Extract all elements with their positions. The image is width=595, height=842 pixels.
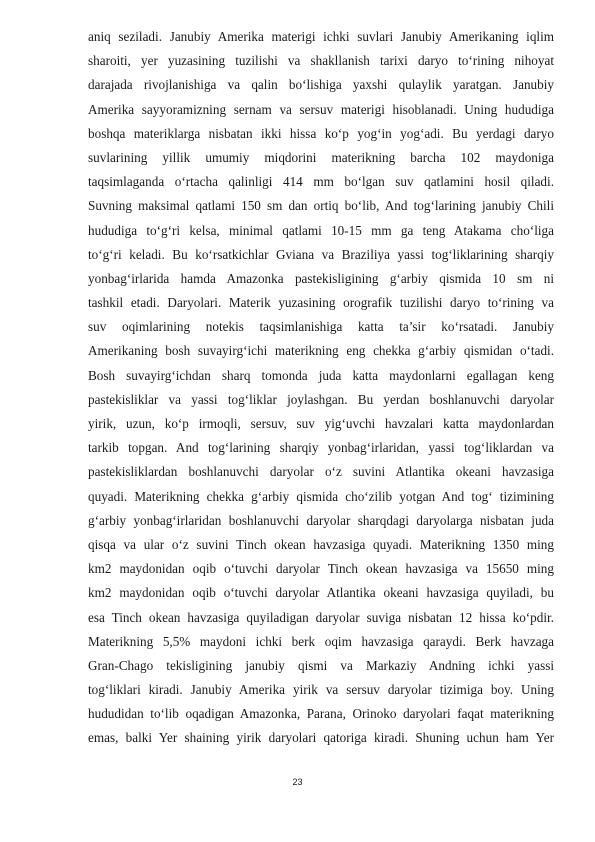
text-line: boshqa materiklarga nisbatan ikki hissa ko‘p yog‘in yog‘adi. Bu yerdagi daryo bbox=[88, 125, 554, 141]
text-line: tarkib topgan. And tog‘larining sharqiy yonbag‘irlaridan, yassi tog‘liklardan va bbox=[88, 440, 554, 456]
text-line: hududidan to‘lib oqadigan Amazonka, Parana, Orinoko daryolari faqat materikning bbox=[88, 706, 554, 722]
text-line: yonbag‘irlarida hamda Amazonka pastekisligining g‘arbiy qismida 10 sm ni bbox=[88, 270, 554, 286]
text-line: darajada rivojlanishiga va qalin bo‘lishiga yaxshi qulaylik yaratgan. Janubiy bbox=[88, 77, 554, 93]
text-line: km2 maydonidan oqib o‘tuvchi daryolar Atlantika okeani havzasiga quyiladi, bu bbox=[88, 585, 554, 601]
text-line: Amerika sayyoramizning sernam va sersuv materigi hisoblanadi. Uning hududiga bbox=[88, 101, 554, 117]
text-line: qisqa va ular o‘z suvini Tinch okean havzasiga quyadi. Materikning 1350 ming bbox=[88, 536, 554, 552]
text-line: g‘arbiy yonbag‘irlaridan boshlanuvchi daryolar sharqdagi daryolarga nisbatan juda bbox=[88, 512, 554, 528]
text-line: quyadi. Materikning chekka g‘arbiy qismida cho‘zilib yotgan And tog‘ tizimining bbox=[88, 488, 554, 504]
text-line: pastekisliklar va yassi tog‘liklar joylashgan. Bu yerdan boshlanuvchi daryolar bbox=[88, 391, 554, 407]
text-line: Gran-Chago tekisligining janubiy qismi va Markaziy Andning ichki yassi bbox=[88, 657, 554, 673]
text-line: emas, balki Yer shaining yirik daryolari qatoriga kiradi. Shuning uchun ham Yer bbox=[88, 730, 554, 746]
text-line: taqsimlaganda o‘rtacha qalinligi 414 mm bo‘lgan suv qatlamini hosil qiladi. bbox=[88, 174, 554, 190]
text-line: suvlarining yillik umumiy miqdorini materikning barcha 102 maydoniga bbox=[88, 149, 554, 165]
text-line: sharoiti, yer yuzasining tuzilishi va shakllanish tarixi daryo to‘rining nihoyat bbox=[88, 53, 554, 69]
text-line: to‘g‘ri keladi. Bu ko‘rsatkichlar Gviana va Braziliya yassi tog‘liklarining sharqiy bbox=[88, 246, 554, 262]
text-line: Bosh suvayirg‘ichdan sharq tomonda juda katta maydonlarni egallagan keng bbox=[88, 367, 554, 383]
page-number: 23 bbox=[292, 777, 303, 787]
text-line: yirik, uzun, ko‘p irmoqli, sersuv, suv yig‘uvchi havzalari katta maydonlardan bbox=[88, 416, 554, 431]
text-line: tashkil etadi. Daryolari. Materik yuzasining orografik tuzilishi daryo to‘rining va bbox=[88, 295, 554, 311]
text-line: suv oqimlarining notekis taqsimlanishiga katta ta’sir ko‘rsatadi. Janubiy bbox=[88, 319, 554, 335]
text-line: Materikning 5,5% maydoni ichki berk oqim havzasiga qaraydi. Berk havzaga bbox=[88, 633, 554, 649]
text-line: Amerikaning bosh suvayirg‘ichi materikning eng chekka g‘arbiy qismidan o‘tadi. bbox=[88, 343, 554, 359]
text-line: aniq seziladi. Janubiy Amerika materigi ichki suvlari Janubiy Amerikaning iqlim bbox=[88, 29, 554, 44]
text-line: pastekisliklardan boshlanuvchi daryolar o‘z suvini Atlantika okeani havzasiga bbox=[88, 464, 554, 480]
text-line: tog‘liklari kiradi. Janubiy Amerika yirik va sersuv daryolar tizimiga boy. Uning bbox=[88, 682, 554, 698]
text-line: hududiga to‘g‘ri kelsa, minimal qatlami 10-15 mm ga teng Atakama cho‘liga bbox=[88, 222, 554, 238]
text-line: esa Tinch okean havzasiga quyiladigan daryolar suviga nisbatan 12 hissa ko‘pdir. bbox=[88, 609, 554, 625]
text-line: Suvning maksimal qatlami 150 sm dan ortiq bo‘lib, And tog‘larining janubiy Chili bbox=[88, 198, 554, 214]
text-line: km2 maydonidan oqib o‘tuvchi daryolar Tinch okean havzasiga va 15650 ming bbox=[88, 561, 554, 577]
body-text bbox=[88, 25, 554, 751]
